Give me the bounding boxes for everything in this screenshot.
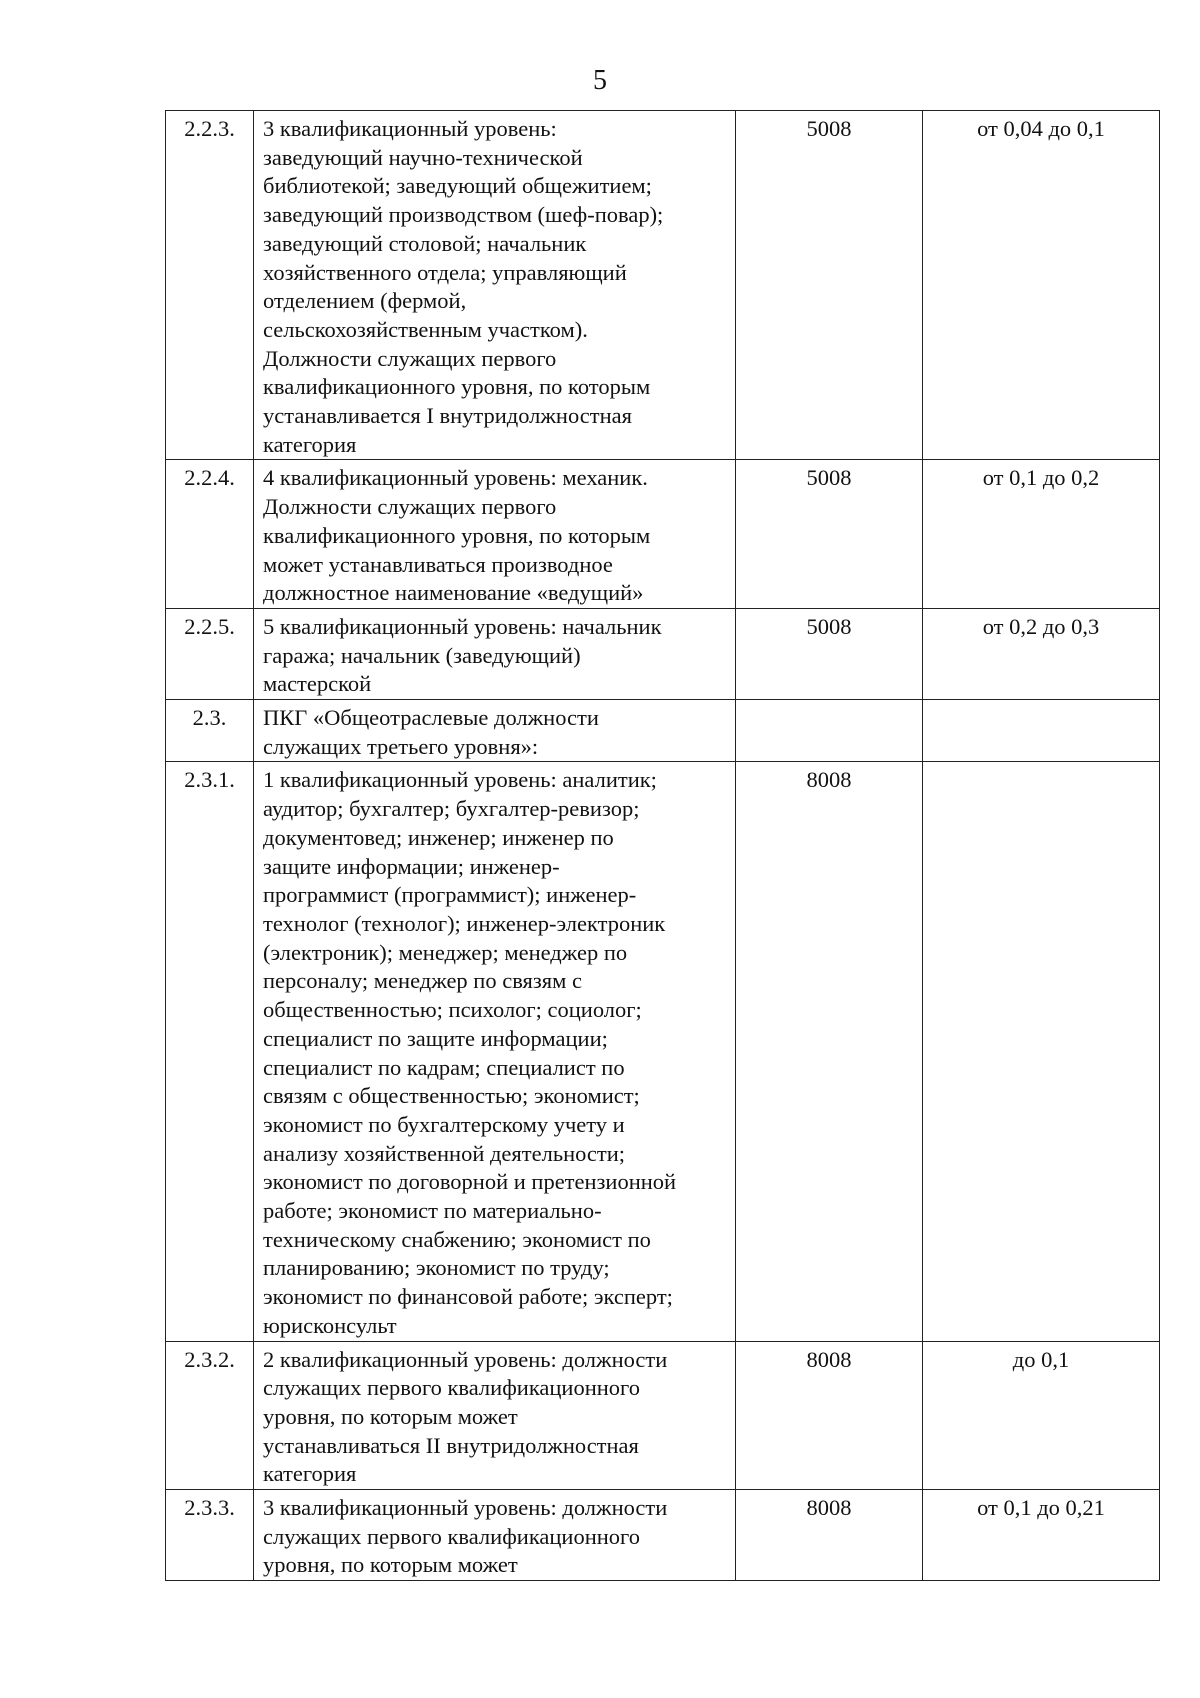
qualification-table bbox=[165, 110, 1160, 1581]
description-line: 3 квалификационный уровень: должности bbox=[263, 1495, 668, 1521]
description-line: уровня, по которым может bbox=[263, 1552, 518, 1578]
page-number: 5 bbox=[593, 65, 607, 96]
description-line: экономист по финансовой работе; эксперт; bbox=[263, 1284, 673, 1310]
position-description bbox=[254, 700, 736, 762]
description-line: уровня, по которым может bbox=[263, 1403, 518, 1429]
description-line: защите информации; инженер- bbox=[263, 853, 560, 879]
position-description bbox=[254, 460, 736, 609]
table-row bbox=[166, 762, 1160, 1341]
description-line: квалификационного уровня, по которым bbox=[263, 374, 651, 400]
description-line: экономист по договорной и претензионной bbox=[263, 1169, 677, 1195]
table-row bbox=[166, 700, 1160, 762]
coefficient: до 0,1 bbox=[923, 1341, 1160, 1490]
description-line: мастерской bbox=[263, 671, 372, 697]
base-salary bbox=[736, 700, 923, 762]
coefficient: от 0,1 до 0,21 bbox=[923, 1490, 1160, 1581]
description-line: категория bbox=[263, 1461, 357, 1487]
row-number: 2.2.5. bbox=[166, 608, 254, 699]
description-line: аудитор; бухгалтер; бухгалтер-ревизор; bbox=[263, 796, 640, 822]
description-line: хозяйственного отдела; управляющий bbox=[263, 259, 627, 285]
base-salary: 5008 bbox=[736, 608, 923, 699]
description-line: служащих первого квалификационного bbox=[263, 1375, 640, 1401]
description-line: персоналу; менеджер по связям с bbox=[263, 968, 582, 994]
description-line: 4 квалификационный уровень: механик. bbox=[263, 465, 648, 491]
description-line: заведующий производством (шеф-повар); bbox=[263, 202, 664, 228]
description-line: анализу хозяйственной деятельности; bbox=[263, 1140, 626, 1166]
table-row bbox=[166, 608, 1160, 699]
description-line: заведующий научно-технической bbox=[263, 144, 583, 170]
coefficient bbox=[923, 700, 1160, 762]
description-line: 1 квалификационный уровень: аналитик; bbox=[263, 767, 657, 793]
description-line: 3 квалификационный уровень: bbox=[263, 116, 557, 141]
description-line: квалификационного уровня, по которым bbox=[263, 522, 651, 548]
table-row bbox=[166, 111, 1160, 460]
description-line: должностное наименование «ведущий» bbox=[263, 580, 644, 606]
description-line: библиотекой; заведующий общежитием; bbox=[263, 173, 652, 199]
table-row bbox=[166, 460, 1160, 609]
description-line: служащих первого квалификационного bbox=[263, 1523, 640, 1549]
description-line: заведующий столовой; начальник bbox=[263, 230, 587, 256]
description-line: устанавливаться II внутридолжностная bbox=[263, 1432, 639, 1458]
description-line: связям с общественностью; экономист; bbox=[263, 1083, 640, 1109]
position-description bbox=[254, 762, 736, 1341]
description-line: Должности служащих первого bbox=[263, 494, 557, 520]
description-line: сельскохозяйственным участком). bbox=[263, 316, 588, 342]
coefficient: от 0,04 до 0,1 bbox=[923, 111, 1160, 460]
position-description bbox=[254, 608, 736, 699]
description-line: гаража; начальник (заведующий) bbox=[263, 642, 581, 668]
row-number: 2.3. bbox=[166, 700, 254, 762]
description-line: (электроник); менеджер; менеджер по bbox=[263, 939, 628, 965]
description-line: 5 квалификационный уровень: начальник bbox=[263, 613, 662, 639]
table-row bbox=[166, 1341, 1160, 1490]
base-salary: 8008 bbox=[736, 1341, 923, 1490]
base-salary: 8008 bbox=[736, 1490, 923, 1581]
coefficient: от 0,1 до 0,2 bbox=[923, 460, 1160, 609]
description-line: служащих третьего уровня»: bbox=[263, 733, 539, 759]
row-number: 2.2.3. bbox=[166, 111, 254, 460]
description-line: юрисконсульт bbox=[263, 1312, 397, 1338]
description-line: отделением (фермой, bbox=[263, 288, 467, 314]
description-line: Должности служащих первого bbox=[263, 345, 557, 371]
description-line: категория bbox=[263, 431, 357, 457]
description-line: планированию; экономист по труду; bbox=[263, 1255, 610, 1281]
position-description bbox=[254, 1490, 736, 1581]
base-salary: 5008 bbox=[736, 460, 923, 609]
coefficient bbox=[923, 762, 1160, 1341]
coefficient: от 0,2 до 0,3 bbox=[923, 608, 1160, 699]
position-description bbox=[254, 1341, 736, 1490]
base-salary: 8008 bbox=[736, 762, 923, 1341]
description-line: специалист по защите информации; bbox=[263, 1025, 608, 1051]
description-line: документовед; инженер; инженер по bbox=[263, 824, 614, 850]
description-line: техническому снабжению; экономист по bbox=[263, 1226, 651, 1252]
base-salary: 5008 bbox=[736, 111, 923, 460]
row-number: 2.3.2. bbox=[166, 1341, 254, 1490]
position-description bbox=[254, 111, 736, 460]
description-line: 2 квалификационный уровень: должности bbox=[263, 1346, 668, 1372]
row-number: 2.3.1. bbox=[166, 762, 254, 1341]
description-line: программист (программист); инженер- bbox=[263, 882, 637, 908]
description-line: устанавливается I внутридолжностная bbox=[263, 403, 632, 429]
description-line: общественностью; психолог; социолог; bbox=[263, 997, 642, 1023]
description-line: ПКГ «Общеотраслевые должности bbox=[263, 705, 599, 731]
table-row bbox=[166, 1490, 1160, 1581]
description-line: технолог (технолог); инженер-электроник bbox=[263, 910, 666, 936]
description-line: экономист по бухгалтерскому учету и bbox=[263, 1111, 625, 1137]
row-number: 2.2.4. bbox=[166, 460, 254, 609]
description-line: специалист по кадрам; специалист по bbox=[263, 1054, 625, 1080]
description-line: работе; экономист по материально- bbox=[263, 1198, 602, 1224]
description-line: может устанавливаться производное bbox=[263, 551, 613, 577]
row-number: 2.3.3. bbox=[166, 1490, 254, 1581]
